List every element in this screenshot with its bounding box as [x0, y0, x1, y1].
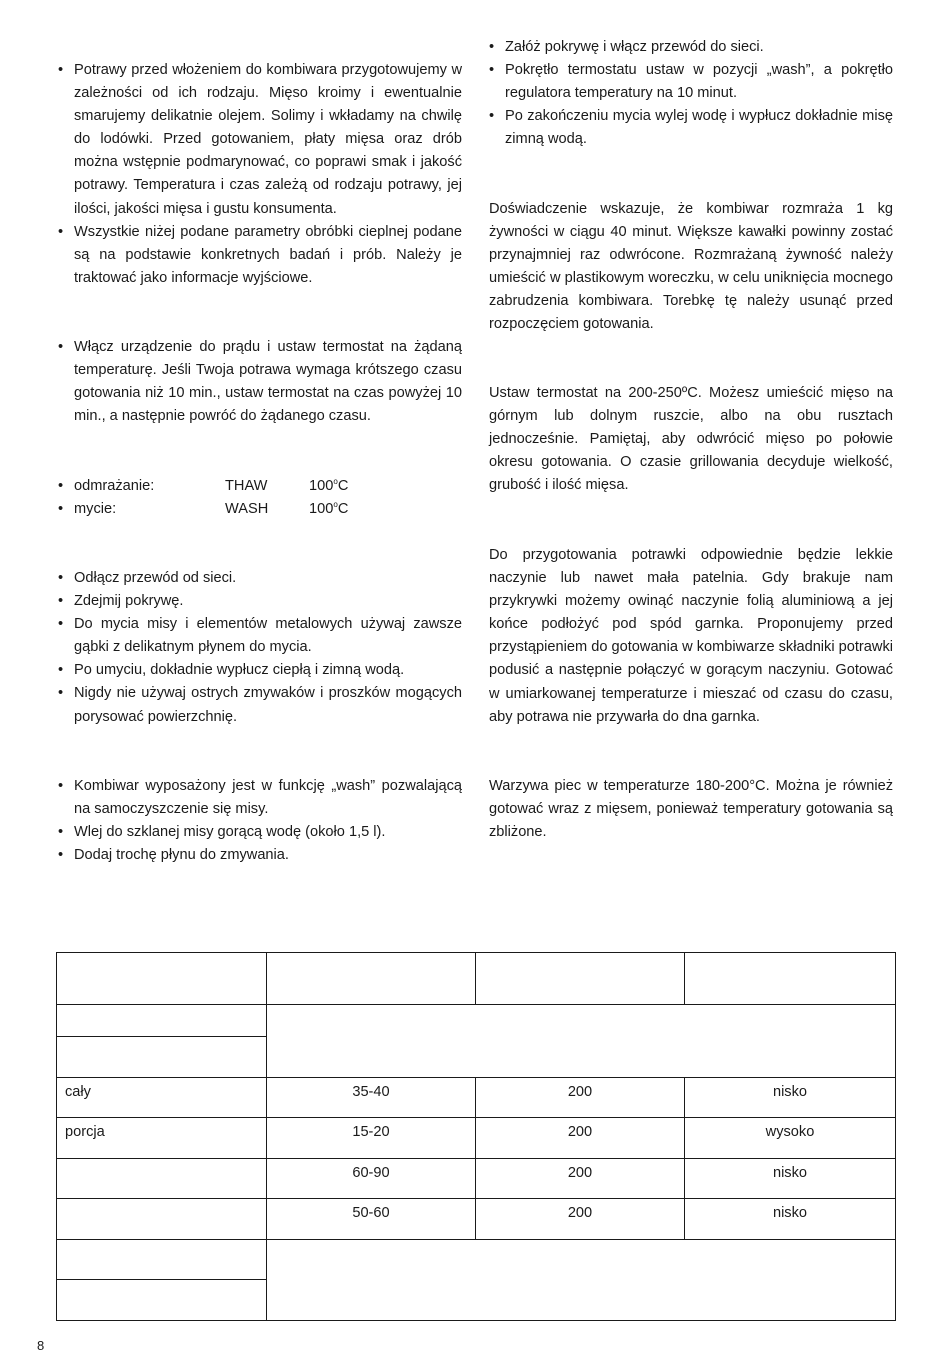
level-cell: nisko — [685, 1078, 896, 1118]
time-cell: 50-60 — [267, 1199, 476, 1240]
program-name: • odmrażanie: — [74, 478, 155, 494]
table-cell — [57, 1005, 267, 1037]
prep-list — [58, 59, 462, 290]
row-label — [57, 1199, 267, 1240]
list-item: • Zdejmij pokrywę. — [58, 590, 462, 613]
list-item: • Potrawy przed włożeniem do kombiwara przygotowujemy w zależności od ich rodzaju. Mięso kroimy i ewentualnie smarujemy delikatnie olejem. Solimy i wkładamy na chwilę do lodówki. Przed gotowaniem, płaty mięsa oraz drób można wstępnie podmarynować, co poprawi smak i jakość potrawy. Temperatura i czas zależą od rodzaju potrawy, jej ilości, jakości mięsa i gustu konsumenta. — [58, 59, 462, 221]
program-temp: 100$^o$C — [309, 477, 349, 494]
list-item: • Włącz urządzenie do prądu i ustaw termostat na żądaną temperaturę. Jeśli Twoja potrawa wymaga krótszego czasu gotowania niż 10 min., ustaw termostat na czas powyżej 10 min., a następnie powróć do żądanego czasu. — [58, 336, 462, 428]
table-row — [57, 1118, 896, 1159]
row-label: porcja — [57, 1118, 267, 1159]
temp-cell: 200 — [476, 1078, 685, 1118]
list-item: • Odłącz przewód od sieci. — [58, 567, 462, 590]
table-cell — [57, 953, 267, 1005]
grill-paragraph: Ustaw termostat na 200-250ºC. Możesz umieścić mięso na górnym lub dolnym ruszcie, albo na obu rusztach jednocześnie. Pamiętaj, aby odwrócić mięso po połowie okresu gotowania. O czasie grillowania decyduje wielkość, grubość i ilość mięsa. — [489, 385, 893, 494]
table-row — [57, 1078, 896, 1118]
temp-cell: 200 — [476, 1159, 685, 1199]
list-item: • Pokrętło termostatu ustaw w pozycji „wash”, a pokrętło regulatora temperatury na 10 minut. — [489, 59, 893, 105]
level-cell: nisko — [685, 1199, 896, 1240]
time-cell: 60-90 — [267, 1159, 476, 1199]
power-list — [58, 336, 462, 428]
table-row — [57, 1159, 896, 1199]
vegetables-paragraph: Warzywa piec w temperaturze 180-200°C. Można je również gotować wraz z mięsem, ponieważ temperatury gotowania są zbliżone. — [489, 778, 893, 841]
list-item: • Załóż pokrywę i włącz przewód do sieci. — [489, 36, 893, 59]
program-code: THAW — [225, 478, 268, 494]
table-row — [57, 1199, 896, 1240]
program-name: • mycie: — [74, 501, 117, 518]
list-item: • Po zakończeniu mycia wylej wodę i wypłucz dokładnie misę zimną wodą. — [489, 105, 893, 151]
list-item: • Po umyciu, dokładnie wypłucz ciepłą i zimną wodą. — [58, 659, 462, 682]
list-item: • Wlej do szklanej misy gorącą wodę (około 1,5 l). — [58, 821, 462, 844]
cleaning-list — [58, 567, 462, 729]
stew-paragraph: Do przygotowania potrawki odpowiednie będzie lekkie naczynie lub nawet mała patelnia. Gdy brakuje nam przykrywki możemy owinąć naczynie folią aluminiową a jej końce podłożyć pod spód garnka. Proponujemy przed przystąpieniem do gotowania w kombiwarze składniki potrawki podusić a następnie połączyć w gorącym naczyniu. Gotować w umiarkowanej temperaturze i mieszać od czasu do czasu, aby potrawa nie przywarła do dna garnka. — [489, 547, 893, 725]
program-row — [58, 498, 462, 521]
time-cell: 35-40 — [267, 1078, 476, 1118]
table-merged-cell — [267, 1240, 896, 1321]
list-item: • Kombiwar wyposażony jest w funkcję „wash” pozwalającą na samoczyszczenie się misy. — [58, 775, 462, 821]
row-label: cały — [57, 1078, 267, 1118]
page-number: 8 — [37, 1338, 45, 1353]
program-code: WASH — [225, 501, 269, 518]
program-row — [58, 475, 462, 498]
list-item: • Wszystkie niżej podane parametry obróbki cieplnej podane są na podstawie konkretnych badań i prób. Należy je traktować jako informacje wyjściowe. — [58, 221, 462, 290]
list-item: • Nigdy nie używaj ostrych zmywaków i proszków mogących porysować powierzchnię. — [58, 682, 462, 728]
table-header-row — [57, 953, 896, 1005]
table-cell — [476, 953, 685, 1005]
temp-cell: 200 — [476, 1118, 685, 1159]
wash-list — [58, 775, 462, 867]
wash-list-continued — [489, 36, 893, 151]
program-temp: 100$^o$C — [309, 500, 349, 518]
table-cell — [57, 1037, 267, 1078]
list-item: • Do mycia misy i elementów metalowych używaj zawsze gąbki z delikatnym płynem do mycia. — [58, 613, 462, 659]
defrost-paragraph: Doświadczenie wskazuje, że kombiwar rozmraża 1 kg żywności w ciągu 40 minut. Większe kawałki powinny zostać przynajmniej raz odwrócone. Rozmrażaną żywność należy umieścić w plastikowym woreczku, w celu uniknięcia mocnego zabrudzenia kombiwara. Torebkę tę należy usunąć przed rozpoczęciem gotowania. — [489, 201, 893, 333]
table-row — [57, 1005, 896, 1037]
level-cell: nisko — [685, 1159, 896, 1199]
program-list — [58, 475, 462, 521]
row-label — [57, 1159, 267, 1199]
cooking-table — [56, 952, 896, 1321]
table-cell — [57, 1240, 267, 1280]
table-cell — [57, 1280, 267, 1321]
time-cell: 15-20 — [267, 1118, 476, 1159]
table-row — [57, 1240, 896, 1280]
level-cell: wysoko — [685, 1118, 896, 1159]
table-cell — [267, 953, 476, 1005]
list-item: • Dodaj trochę płynu do zmywania. — [58, 844, 462, 867]
table-merged-cell — [267, 1005, 896, 1078]
temp-cell: 200 — [476, 1199, 685, 1240]
table-cell — [685, 953, 896, 1005]
